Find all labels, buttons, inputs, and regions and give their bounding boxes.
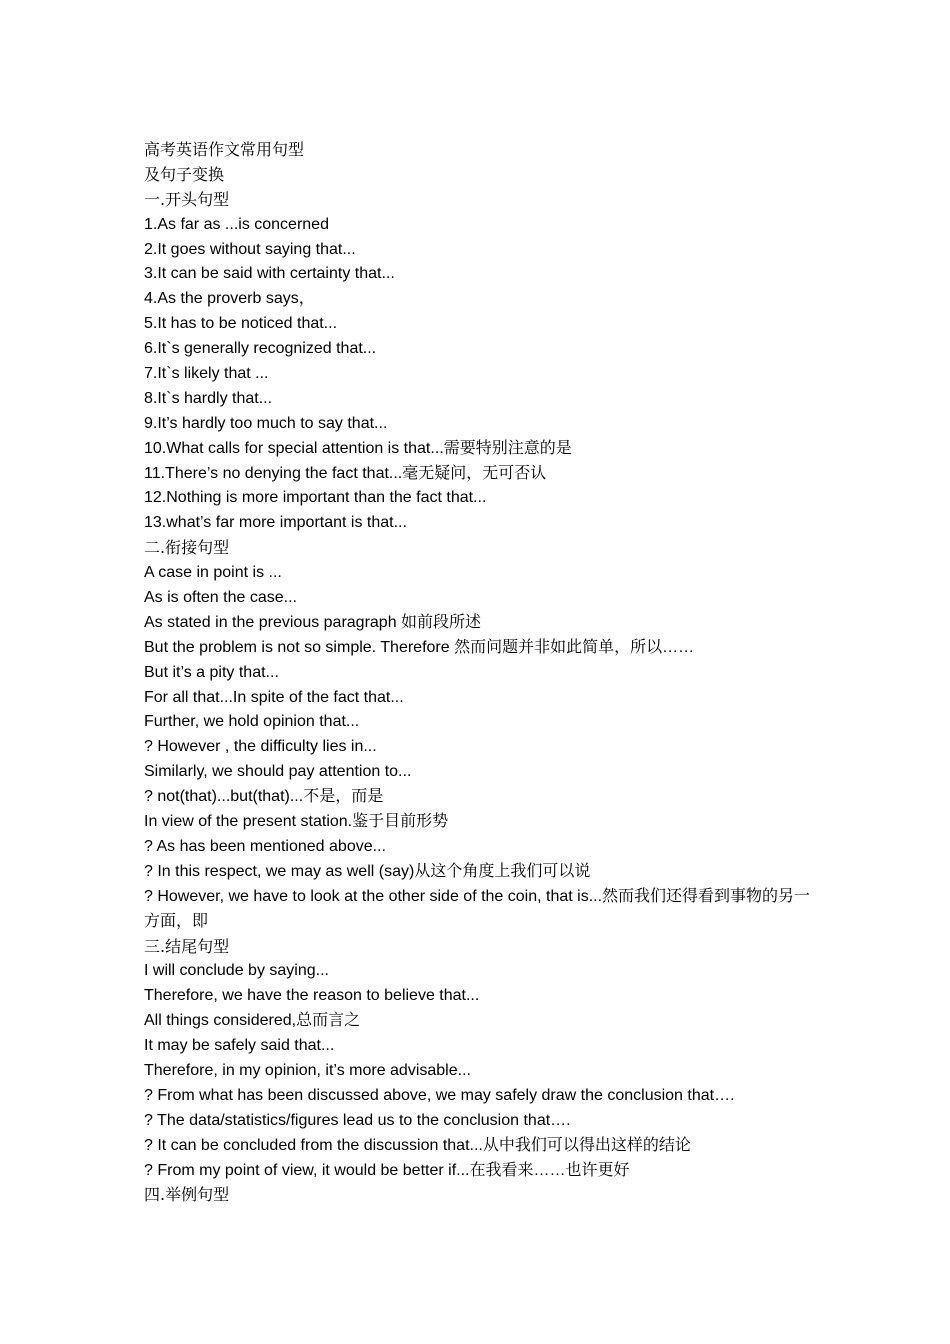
list-item: A case in point is ... xyxy=(144,564,282,582)
list-item: 11.There’s no denying the fact that...毫无疑问，无可否认 xyxy=(144,464,547,482)
list-item: In view of the present station.鉴于目前形势 xyxy=(144,813,449,831)
list-item: All things considered,总而言之 xyxy=(144,1012,361,1030)
document-subtitle: 及句子变换 xyxy=(144,164,225,184)
list-item: 10.What calls for special attention is that...需要特别注意的是 xyxy=(144,439,572,457)
list-item: 1.As far as ...is concerned xyxy=(144,215,329,233)
list-item: ? The data/statistics/figures lead us to the conclusion that…. xyxy=(144,1111,571,1129)
section-opening xyxy=(144,188,824,536)
section-heading: 三.结尾句型 xyxy=(144,936,230,956)
list-item: ? However , the difficulty lies in... xyxy=(144,738,377,756)
list-item: ? However, we have to look at the other side of the coin, that is...然而我们还得看到事物的另一方面，即 xyxy=(144,887,811,930)
list-item: But it’s a pity that... xyxy=(144,663,279,681)
list-item: 5.It has to be noticed that... xyxy=(144,315,338,333)
list-item: But the problem is not so simple. Therefore 然而问题并非如此简单，所以…… xyxy=(144,638,695,656)
list-item: Similarly, we should pay attention to... xyxy=(144,763,412,781)
list-item: 13.what’s far more important is that... xyxy=(144,514,407,532)
list-item: Further, we hold opinion that... xyxy=(144,713,360,731)
list-item: 6.It`s generally recognized that... xyxy=(144,340,377,358)
section-examples xyxy=(144,1183,824,1208)
list-item: 4.As the proverb says， xyxy=(144,290,315,308)
document-page xyxy=(144,138,824,1208)
list-item: ? As has been mentioned above... xyxy=(144,837,386,855)
section-conclusion xyxy=(144,935,824,1184)
list-item: As is often the case... xyxy=(144,589,297,607)
section-transition xyxy=(144,536,824,934)
list-item: As stated in the previous paragraph 如前段所述 xyxy=(144,613,482,631)
section-heading: 四.举例句型 xyxy=(144,1185,230,1205)
list-item: 7.It`s likely that ... xyxy=(144,365,269,383)
list-item: Therefore, in my opinion, it’s more advisable... xyxy=(144,1061,471,1079)
document-title: 高考英语作文常用句型 xyxy=(144,140,305,159)
list-item: I will conclude by saying... xyxy=(144,962,329,980)
list-item: ? It can be concluded from the discussion that...从中我们可以得出这样的结论 xyxy=(144,1136,691,1154)
list-item: 3.It can be said with certainty that... xyxy=(144,265,395,283)
list-item: ? In this respect, we may as well (say)从这个角度上我们可以说 xyxy=(144,862,591,880)
list-item: It may be safely said that... xyxy=(144,1037,335,1055)
section-heading: 一.开头句型 xyxy=(144,189,230,209)
list-item: 12.Nothing is more important than the fact that... xyxy=(144,489,487,507)
list-item: ? not(that)...but(that)...不是，而是 xyxy=(144,788,384,806)
list-item: ? From my point of view, it would be better if...在我看来……也许更好 xyxy=(144,1161,630,1179)
list-item: ? From what has been discussed above, we may safely draw the conclusion that…. xyxy=(144,1086,735,1104)
section-heading: 二.衔接句型 xyxy=(144,538,230,558)
list-item: 9.It’s hardly too much to say that... xyxy=(144,414,388,432)
list-item: Therefore, we have the reason to believe that... xyxy=(144,987,480,1005)
list-item: 8.It`s hardly that... xyxy=(144,389,273,407)
list-item: 2.It goes without saying that... xyxy=(144,240,356,258)
list-item: For all that...In spite of the fact that... xyxy=(144,688,404,706)
